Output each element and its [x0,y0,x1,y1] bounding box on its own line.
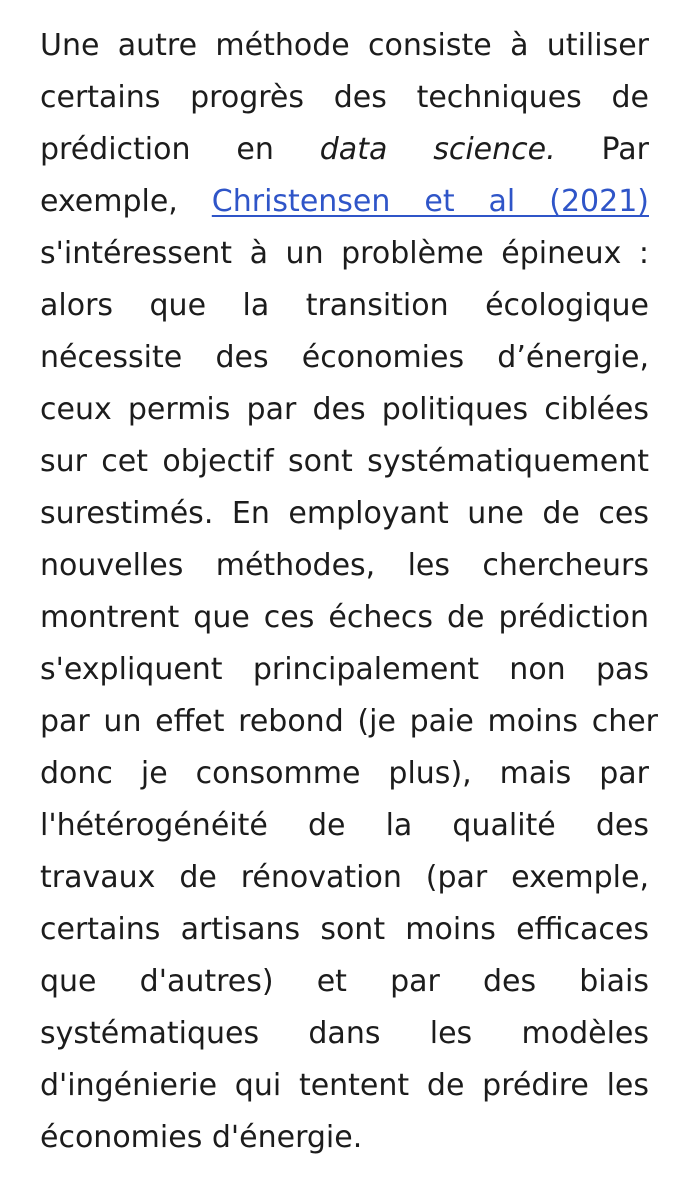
paragraph-line-18-text: certains artisans sont moins efficaces [40,912,649,947]
paragraph-line-6 [40,280,649,332]
paragraph-line-8-text: ceux permis par des politiques ciblées [40,392,649,427]
christensen-et-al-2021-link[interactable]: Christensen et al (2021) [211,184,649,219]
paragraph-line-17 [40,852,649,904]
paragraph-line-20-text: systématiques dans les modèles [40,1016,649,1051]
paragraph-line-11-text: nouvelles méthodes, les chercheurs [40,548,649,583]
paragraph-line-9-text: sur cet objectif sont systématiquement [40,444,649,479]
paragraph-line-18 [40,904,649,956]
paragraph-line-22 [40,1112,649,1164]
paragraph-line-16 [40,800,649,852]
paragraph-line-10-text: surestimés. En employant une de ces [40,496,649,531]
paragraph-line-22-text: économies d'énergie. [40,1120,363,1155]
paragraph-line-14 [40,696,658,748]
paragraph-line-15-text: donc je consomme plus), mais par [40,756,649,791]
paragraph-line-5 [40,228,649,280]
paragraph-line-21-text: d'ingénierie qui tentent de prédire les [40,1068,649,1103]
paragraph-line-16-text: l'hétérogénéité de la qualité des [40,808,649,843]
paragraph-line-17-text: travaux de rénovation (par exemple, [40,860,649,895]
paragraph-line-9 [40,436,649,488]
paragraph-line-2 [40,72,649,124]
paragraph-line-19-text: que d'autres) et par des biais [40,964,649,999]
paragraph-line-13-text: s'expliquent principalement non pas [40,652,649,687]
paragraph-line-15 [40,748,649,800]
paragraph-line-4 [40,176,649,228]
paragraph-line-14-text: par un effet rebond (je paie moins cher [40,704,658,739]
italic-term-data-science: data science. [319,132,556,167]
paragraph-line-6-text: alors que la transition écologique [40,288,649,323]
paragraph-line-7-text: nécessite des économies d’énergie, [40,340,649,375]
paragraph-line-5-text: s'intéressent à un problème épineux : [40,236,649,271]
paragraph-line-8 [40,384,649,436]
paragraph-line-13 [40,644,649,696]
paragraph-line-11 [40,540,649,592]
paragraph-line-21 [40,1060,649,1112]
paragraph-line-12-text: montrent que ces échecs de prédiction [40,600,649,635]
paragraph-line-19 [40,956,649,1008]
paragraph-line-3-tail: Par [601,132,649,167]
paragraph-line-12 [40,592,649,644]
paragraph-line-1 [40,20,649,72]
paragraph-line-20 [40,1008,649,1060]
paragraph-line-3 [40,124,649,176]
paragraph-line-3-text: prédiction en [40,132,274,167]
paragraph-line-2-text: certains progrès des techniques de [40,80,649,115]
paragraph-line-7 [40,332,649,384]
paragraph-line-1-text: Une autre méthode consiste à utiliser [40,28,649,63]
paragraph-line-10 [40,488,649,540]
paragraph-line-4-text: exemple, [40,184,178,219]
